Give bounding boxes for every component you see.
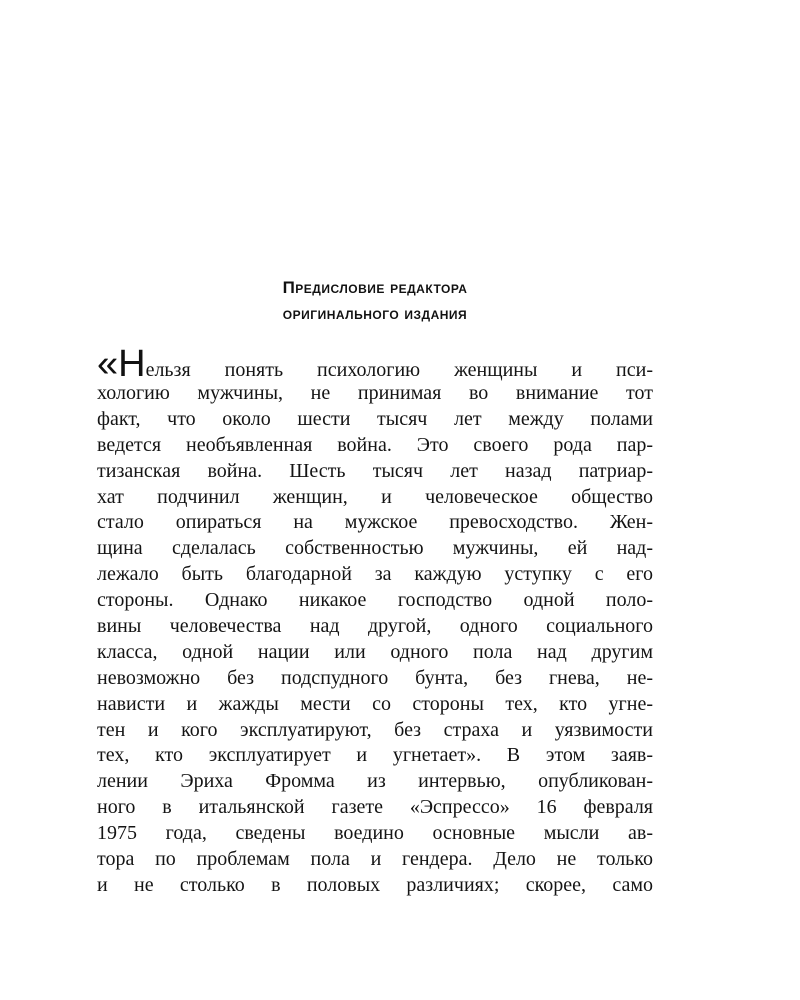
paragraph-line-6: хат подчинил женщин, и человеческое общество (97, 485, 653, 508)
paragraph-line-19: 1975 года, сведены воедино основные мысли ав- (97, 822, 653, 845)
paragraph-line-21: и не столько в половых различиях; скорее, само (97, 873, 653, 896)
paragraph-line-9: лежало быть благодарной за каждую уступку с его (97, 563, 653, 586)
paragraph-line-2: хологию мужчины, не принимая во внимание тот (97, 382, 653, 404)
heading-line-1: Предисловие редактора (282, 278, 468, 297)
paragraph-line-4: ведется необъявленная война. Это своего рода пар- (97, 433, 653, 456)
heading-line-2: оригинального издания (282, 304, 468, 323)
paragraph-line-1 (97, 348, 653, 381)
paragraph-line-1-text: ельзя понять психологию женщины и пси- (145, 359, 653, 381)
paragraph-line-16: тех, кто эксплуатирует и угнетает». В этом заяв- (97, 744, 653, 767)
paragraph-line-14: нависти и жажды мести со стороны тех, кто угне- (97, 692, 653, 715)
paragraph-line-5: тизанская война. Шесть тысяч лет назад патриар- (97, 459, 653, 482)
paragraph-line-17: лении Эриха Фромма из интервью, опубликован- (97, 770, 653, 793)
preface-heading (150, 275, 600, 327)
paragraph-line-13: невозможно без подспудного бунта, без гнева, не- (97, 666, 653, 689)
paragraph-line-7: стало опираться на мужское превосходство. Жен- (97, 511, 653, 534)
paragraph-line-10: стороны. Однако никакое господство одной поло- (97, 589, 653, 612)
paragraph-line-20: тора по проблемам пола и гендера. Дело не только (97, 848, 653, 871)
drop-cap: «Н (97, 348, 146, 381)
paragraph-line-3: факт, что около шести тысяч лет между полами (97, 407, 653, 430)
paragraph-line-18: ного в итальянской газете «Эспрессо» 16 февраля (97, 796, 653, 819)
preface-paragraph (97, 348, 653, 899)
paragraph-line-15: тен и кого эксплуатируют, без страха и уязвимости (97, 718, 653, 741)
paragraph-line-12: класса, одной нации или одного пола над другим (97, 640, 653, 663)
paragraph-line-8: щина сделалась собственностью мужчины, ей над- (97, 537, 653, 560)
paragraph-line-11: вины человечества над другой, одного социального (97, 615, 653, 638)
